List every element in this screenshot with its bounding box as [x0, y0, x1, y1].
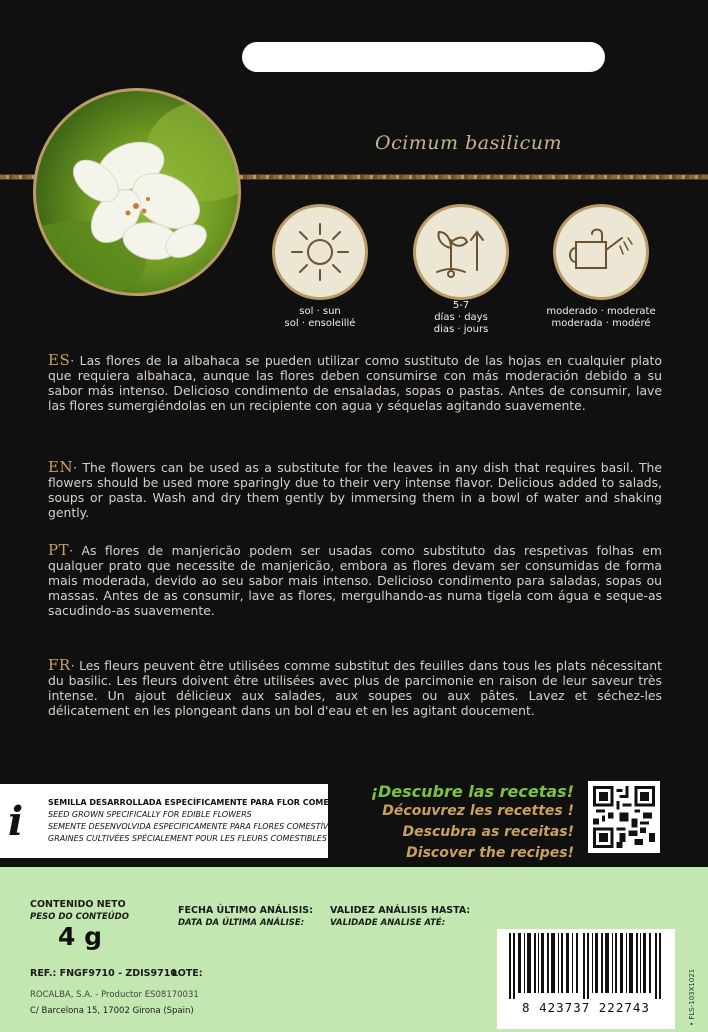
side-print-code: • FLS-103X1021: [688, 968, 696, 1026]
info-icon: i: [8, 798, 24, 845]
hang-hole: [242, 42, 605, 72]
valid-until-label: VALIDEZ ANÁLISIS HASTA:: [330, 905, 471, 916]
barcode-number: 8 423737 222743: [522, 1000, 650, 1015]
sprout-icon: [413, 204, 509, 300]
water-label: moderado · moderate moderada · modéré: [546, 306, 656, 329]
sun-label: sol · sun sol · ensoleillé: [284, 306, 356, 329]
edible-flower-notice: SEMILLA DESARROLLADA ESPECÍFICAMENTE PARA FLOR COMESTIBLE SEED GROWN SPECIFICALLY FOR EDIBLE FLOWERS SEMENTE DESENVOLVIDA ESPECIFICAMENTE PARA FLORES COMESTÍVEIS GRAINES CULTIVÉES SPÉCIALEMENT POUR LES FLEURS COMESTIBLES: [48, 798, 360, 843]
germination-label: 5-7 días · days dias · jours: [433, 300, 489, 335]
qr-code[interactable]: [588, 781, 660, 853]
species-name: Ocimum basilicum: [375, 132, 562, 154]
recipes-fr: Découvrez les recettes !: [382, 803, 574, 819]
recipes-en: Discover the recipes!: [406, 845, 574, 861]
net-content-label: CONTENIDO NETO: [30, 899, 126, 910]
last-analysis-label-pt: DATA DA ÚLTIMA ANÁLISE:: [178, 918, 305, 928]
description-es: ES· Las flores de la albahaca se pueden utilizar como sustituto de las hojas en cualquier plato que requiera albahaca, aunque las flores deben consumirse con más moderación debido a su sabor más intenso. Delicioso condimento de ensaladas, sopas o pastas. Antes de consumir, lave las flores sumergiéndolas en un recipiente con agua y séquelas agitando suavemente.: [48, 351, 662, 413]
last-analysis-label: FECHA ÚLTIMO ANÁLISIS:: [178, 905, 313, 916]
recipes-es: ¡Descubre las recetas!: [370, 782, 574, 801]
reference-code: REF.: FNGF9710 - ZDIS9710: [30, 968, 177, 979]
valid-until-label-pt: VALIDADE ANALISE ATÉ:: [330, 918, 446, 928]
barcode-bars: [497, 929, 675, 999]
address: C/ Barcelona 15, 17002 Girona (Spain): [30, 1006, 194, 1016]
sun-icon: [272, 204, 368, 300]
basil-flower-photo: [33, 88, 241, 296]
description-en: EN· The flowers can be used as a substitute for the leaves in any dish that requires basil. The flowers should be used more sparingly due to their very intense flavor. Delicious added to salads, soups or pasta. Wash and dry them gently by immersing them in a bowl of water and shaking gently.: [48, 458, 662, 520]
watering-can-icon: [553, 204, 649, 300]
lot-label: LOTE:: [172, 968, 203, 979]
description-pt: PT· As flores de manjericão podem ser usadas como substituto das respetivas folhas em qualquer prato que necessite de manjericão, embora as flores devam ser consumidas de forma mais moderada, devido ao seu sabor mais intenso. Delicioso condimento para saladas, sopas ou massas. Antes de as consumir, lave as flores, mergulhando-as numa tigela com água e seque-as sacudindo-as suavemente.: [48, 541, 662, 618]
net-content-label-pt: PESO DO CONTEÚDO: [30, 912, 129, 922]
net-weight: 4 g: [58, 922, 102, 951]
description-fr: FR· Les fleurs peuvent être utilisées comme substitut des feuilles dans tous les plats nécessitant du basilic. Les fleurs doivent être utilisées avec plus de parcimonie en raison de leur saveur très intense. Un ajout délicieux aux salades, aux soupes ou aux pâtes. Lavez et séchez-les délicatement en les plongeant dans un bol d'eau et en les agitant doucement.: [48, 656, 662, 718]
flower-illustration: [36, 91, 238, 293]
recipes-pt: Descubra as receitas!: [402, 824, 574, 840]
producer: ROCALBA, S.A. - Productor ES08170031: [30, 990, 199, 1000]
